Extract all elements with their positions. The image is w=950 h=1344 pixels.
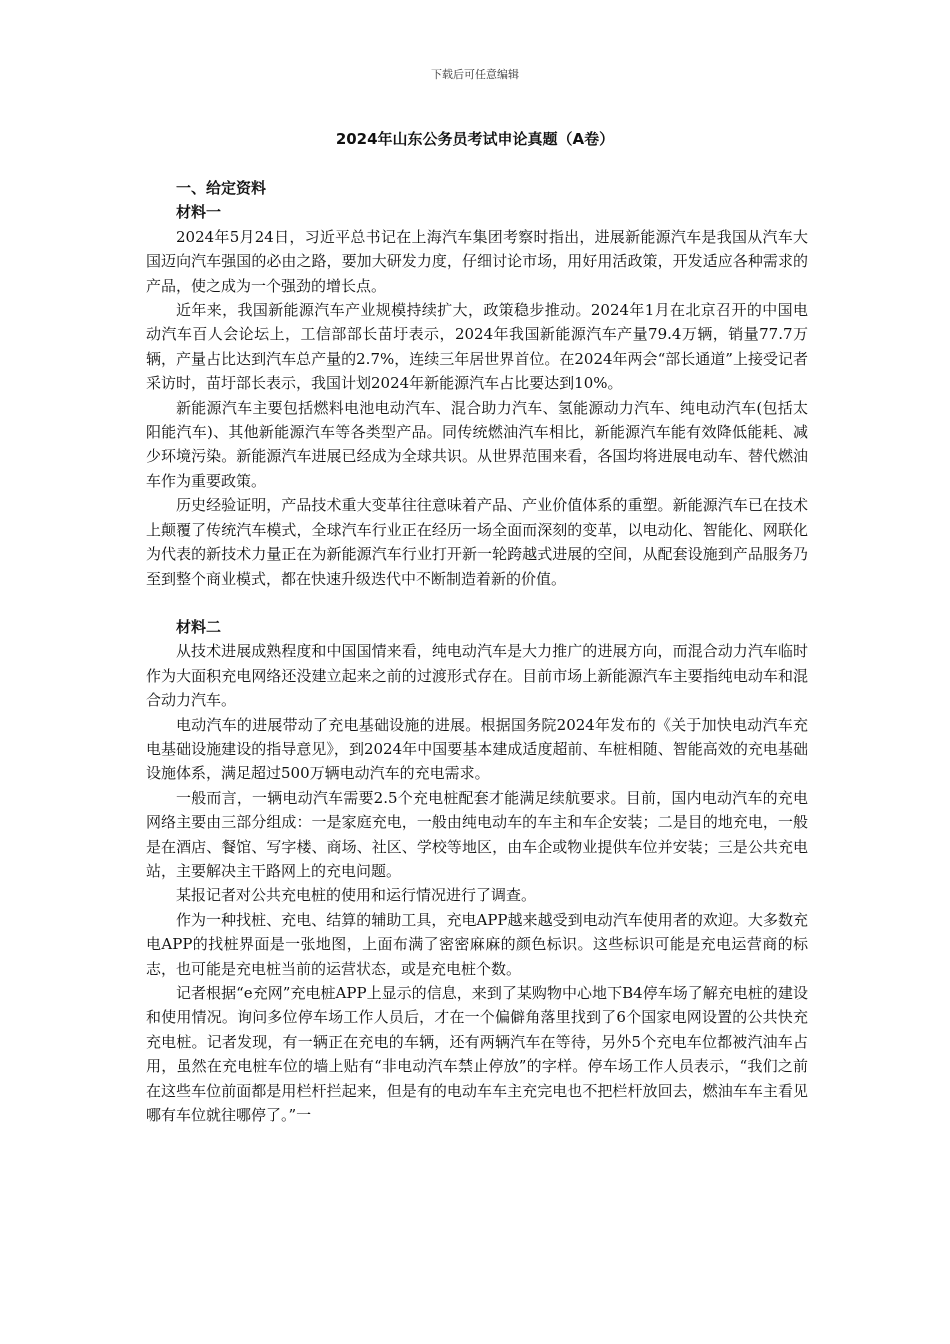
material2-paragraph: 电动汽车的进展带动了充电基础设施的进展。根据国务院2024年发布的《关于加快电动汽车充电基础设施建设的指导意见》，到2024年中国要基本建成适度超前、车桩相随、智能高效的充电基础设施体系，满足超过500万辆电动汽车的充电需求。 <box>146 715 808 783</box>
material1-paragraph: 历史经验证明，产品技术重大变革往往意味着产品、产业价值体系的重塑。新能源汽车已在技术上颠覆了传统汽车模式，全球汽车行业正在经历一场全面而深刻的变革，以电动化、智能化、网联化为代表的新技术力量正在为新能源汽车行业打开新一轮跨越式进展的空间，从配套设施到产品服务乃至到整个商业模式，都在快速升级迭代中不断制造着新的价值。 <box>146 496 808 588</box>
material2-heading: 材料二 <box>176 617 222 636</box>
section-spacer <box>146 591 808 615</box>
material1-heading: 材料一 <box>176 203 222 222</box>
material2-paragraph: 从技术进展成熟程度和中国国情来看，纯电动汽车是大力推广的进展方向，而混合动力汽车临时作为大面积充电网络还没建立起来之前的过渡形式存在。目前市场上新能源汽车主要指纯电动车和混合动力汽车。 <box>146 642 808 710</box>
material2-paragraph: 某报记者对公共充电桩的使用和运行情况进行了调查。 <box>176 886 537 905</box>
material1-paragraph: 2024年5月24日，习近平总书记在上海汽车集团考察时指出，进展新能源汽车是我国从汽车大国迈向汽车强国的必由之路，要加大研发力度，仔细讨论市场，用好用活政策，开发适应各种需求的产品，使之成为一个强劲的增长点。 <box>146 227 808 295</box>
material1-paragraph: 新能源汽车主要包括燃料电池电动汽车、混合助力汽车、氢能源动力汽车、纯电动汽车(包括太阳能汽车)、其他新能源汽车等各类型产品。同传统燃油汽车相比，新能源汽车能有效降低能耗、减少环境污染。新能源汽车进展已经成为全球共识。从世界范围来看，各国均将进展电动车、替代燃油车作为重要政策。 <box>146 398 808 490</box>
material1-paragraph: 近年来，我国新能源汽车产业规模持续扩大，政策稳步推动。2024年1月在北京召开的中国电动汽车百人会论坛上，工信部部长苗圩表示，2024年我国新能源汽车产量79.4万辆，销量77.7万辆，产量占比达到汽车总产量的2.7%，连续三年居世界首位。在2024年两会“部长通道”上接受记者采访时，苗圩部长表示，我国计划2024年新能源汽车占比要达到10%。 <box>146 301 808 393</box>
page-header-note: 下载后可任意编辑 <box>431 68 519 81</box>
material2-paragraph: 记者根据“e充网”充电桩APP上显示的信息，来到了某购物中心地下B4停车场了解充电桩的建设和使用情况。询问多位停车场工作人员后，才在一个偏僻角落里找到了6个国家电网设置的公共快充充电桩。记者发现，有一辆正在充电的车辆，还有两辆汽车在等待，另外5个充电车位都被汽油车占用，虽然在充电桩车位的墙上贴有“非电动汽车禁止停放”的字样。停车场工作人员表示，“我们之前在这些车位前面都是用栏杆拦起来，但是有的电动车车主充完电也不把栏杆放回去，燃油车车主看见哪有车位就往哪停了。”一 <box>146 984 808 1125</box>
document-title: 2024年山东公务员考试申论真题（A卷） <box>335 130 615 148</box>
document-body <box>146 176 808 1127</box>
material2-paragraph: 作为一种找桩、充电、结算的辅助工具，充电APP越来越受到电动汽车使用者的欢迎。大多数充电APP的找桩界面是一张地图，上面布满了密密麻麻的颜色标识。这些标识可能是充电运营商的标志，也可能是充电桩当前的运营状态，或是充电桩个数。 <box>146 910 808 978</box>
material2-paragraph: 一般而言，一辆电动汽车需要2.5个充电桩配套才能满足续航要求。目前，国内电动汽车的充电网络主要由三部分组成：一是家庭充电，一般由纯电动车的车主和车企安装；二是目的地充电，一般是在酒店、餐馆、写字楼、商场、社区、学校等地区，由车企或物业提供车位并安装；三是公共充电站，主要解决主干路网上的充电问题。 <box>146 788 808 880</box>
section-heading: 一、给定资料 <box>176 179 267 197</box>
